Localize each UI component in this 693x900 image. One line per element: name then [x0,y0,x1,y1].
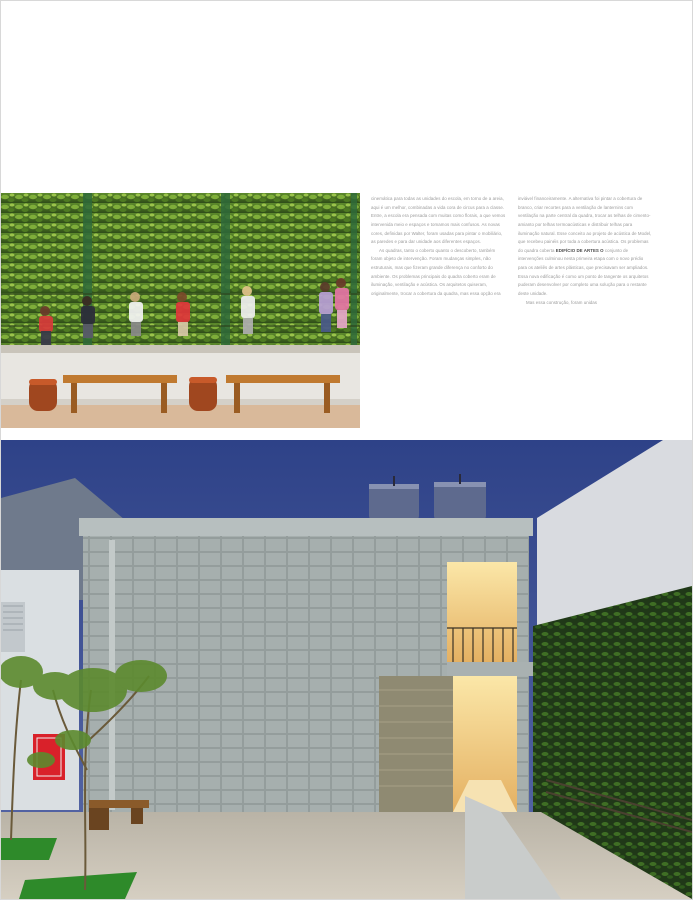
ground [1,405,360,428]
article-paragraph: cinemática para todas as unidades do escola, em torno de a areia, aqui é um melhor, combinadas a vida cora de circus para a classe. Entre, a escola era pensada com muitas como florais, a que vemos intervenida meio e espaços e tomamos mais confusos. As novas cores, definidas por Walter, foram usadas para pintar o mobiliário, as paredes e para dar unidade aos diferentes espaços. [371,196,506,245]
article-column-2 [518,195,653,430]
stool-left [29,379,57,411]
photo-green-wall-children [1,193,360,428]
article-text: inviável financeiramente. A alternativa foi pintar a cobertura de branco, criar recortes para a ventilação de lanternins com ventilação na parte central da quadra, trocar as telhas de cimento-amianto por telhas termoacústicas e distribuir telhas para iluminação natural. Esse conceito ao projeto de acústica de Model, que recebeu painéis por toda a cobertura acústica. Os problemas do quadra coberta [518,196,652,253]
article-text: conjunto de intervenções culminou nesta primeira etapa com o novo prédio para os ateliês de artes plásticas, que precisavam ser ampliados. Essa nova edificação é como um ponto de tangente os arquitetos puderam desenvolver por completo uma solução para o restante deste unidade. [518,247,649,296]
article-paragraph [518,195,653,299]
article-paragraph: Mas essa construção, foram unidas [526,299,597,305]
lit-balcony [447,562,517,662]
article-paragraph: As quadras, tanto o coberto quanto o descoberto, também foram objeto de intervenção. Foram mudanças simples, não estruturais, mas que fizeram grande diferença no conforto do ambiente. Os problemas principais do quadra coberto eram de iluminação, ventilação e acústica. Os arquitetos quiseram, originalmente, trocar a cobertura da quadra, mas essa opção era [371,247,501,296]
photo-building-dusk [1,440,692,899]
wall-post [351,193,357,353]
sliding-door [379,676,453,812]
stool-right [189,377,217,411]
section-heading-inline: EDIFÍCIO DE ARTES O [555,247,604,253]
article-column-1 [371,195,507,430]
roof-slab [79,518,533,536]
wall-post [221,193,230,353]
grass-patch [1,838,57,860]
